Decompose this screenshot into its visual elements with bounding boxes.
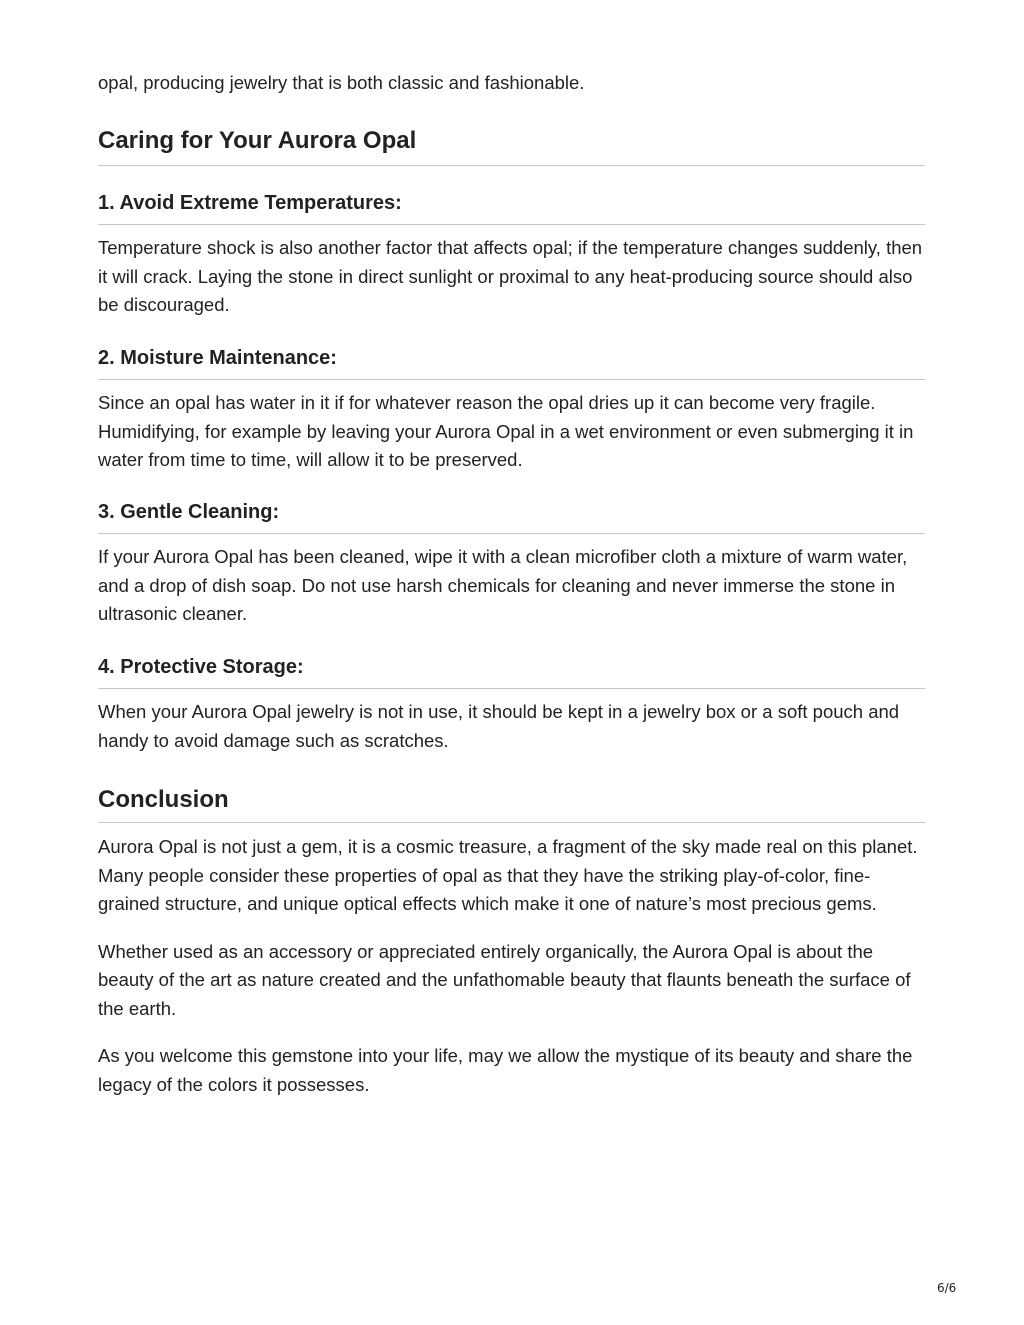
care-item-text: Since an opal has water in it if for whatever reason the opal dries up it can become very fragile. Humidifying, for example by leaving your Aurora Opal in a wet environment or even submerging it in water from time to time, will allow it to be preserved.: [98, 392, 914, 470]
care-item-heading: 3. Gentle Cleaning:: [98, 499, 925, 534]
care-item-3: [98, 499, 925, 629]
page-number: 6/6: [937, 1281, 957, 1295]
conclusion-paragraph-2: Whether used as an accessory or appreciated entirely organically, the Aurora Opal is about the beauty of the art as nature created and the unfathomable beauty that flaunts beneath the surface of the earth.: [98, 940, 911, 1019]
care-item-2: [98, 345, 925, 475]
lead-paragraph: opal, producing jewelry that is both classic and fashionable.: [98, 72, 585, 93]
care-item-text: Temperature shock is also another factor that affects opal; if the temperature changes suddenly, then it will crack. Laying the stone in direct sunlight or proximal to any heat-producing source should also be discouraged.: [98, 237, 923, 315]
care-item-text: If your Aurora Opal has been cleaned, wipe it with a clean microfiber cloth a mixture of warm water, and a drop of dish soap. Do not use harsh chemicals for cleaning and never immerse the stone in ultrasonic cleaner.: [98, 546, 908, 624]
care-item-1: [98, 190, 925, 320]
care-item-heading: 4. Protective Storage:: [98, 654, 925, 689]
care-item-4: [98, 654, 925, 755]
conclusion-paragraph-3: As you welcome this gemstone into your life, may we allow the mystique of its beauty and share the legacy of the colors it possesses.: [98, 1045, 913, 1095]
conclusion-paragraph-1: Aurora Opal is not just a gem, it is a cosmic treasure, a fragment of the sky made real on this planet. Many people consider these properties of opal as that they have the striking play-of-color, fine-grained structure, and unique optical effects which make it one of nature’s most precious gems.: [98, 836, 918, 914]
care-item-heading: 2. Moisture Maintenance:: [98, 345, 925, 380]
caring-section-heading-block: [98, 126, 925, 166]
conclusion-heading: Conclusion: [98, 785, 925, 823]
conclusion-section: [98, 785, 925, 1099]
care-item-text: When your Aurora Opal jewelry is not in use, it should be kept in a jewelry box or a soft pouch and handy to avoid damage such as scratches.: [98, 701, 900, 751]
care-item-heading: 1. Avoid Extreme Temperatures:: [98, 190, 925, 225]
caring-section-heading: Caring for Your Aurora Opal: [98, 126, 925, 166]
